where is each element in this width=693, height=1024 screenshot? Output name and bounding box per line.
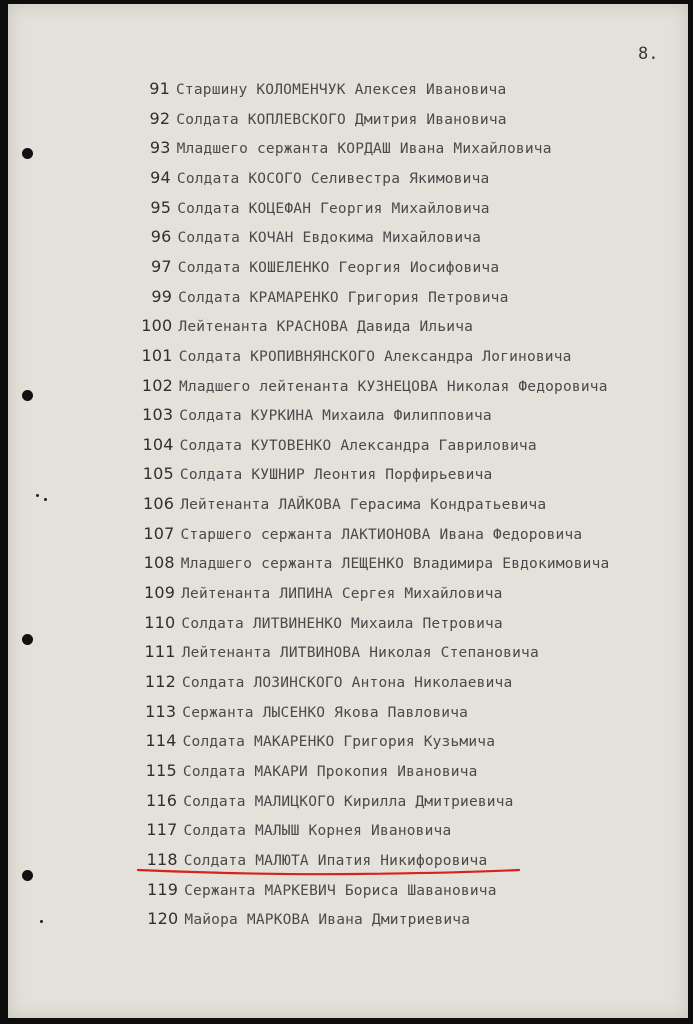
entry-number: 115 [145, 760, 177, 780]
entry-number: 95 [150, 197, 172, 217]
list-item [133, 731, 496, 755]
entry-number: 120 [147, 909, 179, 929]
entry-text: Сержанта ЛЫСЕНКО Якова Павловича [182, 704, 469, 721]
list-item [131, 524, 583, 548]
entry-number: 106 [143, 494, 175, 514]
entry-text: Младшего сержанта ЛЕЩЕНКО Владимира Евдокимовича [180, 556, 610, 573]
entry-number: 97 [151, 256, 172, 276]
list-item [127, 138, 552, 162]
entry-text: Солдата МАЛЮТА Ипатия Никифоровича [183, 852, 488, 869]
entry-number: 104 [142, 434, 174, 454]
entry-number: 108 [143, 553, 175, 573]
entry-text: Сержанта МАРКЕВИЧ Бориса Шавановича [184, 882, 497, 899]
list-item [130, 494, 546, 518]
entry-text: Солдата КОСОГО Селивестра Якимовича [176, 170, 490, 187]
list-item [127, 168, 490, 192]
entry-number: 112 [144, 672, 176, 691]
entry-text: Старшего сержанта ЛАКТИОНОВА Ивана Федоровича [180, 526, 583, 543]
entry-number: 99 [151, 286, 173, 306]
list-item [130, 435, 537, 459]
entry-text: Солдата КОЧАН Евдокима Михайловича [177, 230, 482, 247]
list-item [134, 880, 497, 904]
list-item [126, 109, 506, 133]
list-item [134, 820, 452, 844]
entry-text: Лейтенанта ЛИТВИНОВА Николая Степановича [181, 645, 539, 662]
entry-number: 96 [150, 227, 172, 247]
entry-number: 116 [146, 790, 178, 810]
entry-text: Солдата МАЛИЦКОГО Кирилла Дмитриевича [183, 793, 514, 810]
entry-number: 91 [149, 79, 170, 98]
list-item [132, 702, 468, 726]
entry-text: Солдата КОЦЕФАН Георгия Михайловича [177, 200, 490, 217]
list-item [131, 553, 610, 577]
entry-number: 119 [146, 879, 179, 899]
entry-text: Солдата КУРКИНА Михаила Филипповича [179, 408, 492, 425]
list-item [128, 316, 473, 340]
entry-text: Младшего лейтенанта КУЗНЕЦОВА Николая Федоровича [179, 378, 608, 395]
list-item [128, 287, 508, 311]
entry-text: Солдата ЛОЗИНСКОГО Антона Николаевича [182, 675, 513, 691]
page-number: 8. [638, 44, 659, 64]
entry-text: Солдата КУШНИР Леонтия Порфирьевича [179, 467, 493, 484]
document-page [8, 4, 688, 1018]
list-item [126, 79, 506, 103]
entry-text: Младшего сержанта КОРДАШ Ивана Михайловича [176, 141, 552, 158]
highlight-underline [136, 866, 521, 878]
entry-text: Лейтенанта КРАСНОВА Давида Ильича [178, 319, 474, 336]
entry-number: 114 [145, 731, 177, 751]
entry-number: 102 [141, 375, 173, 395]
entry-text: Солдата КОШЕЛЕНКО Георгия Иосифовича [177, 259, 500, 276]
entry-text: Солдата КОПЛЕВСКОГО Дмитрия Ивановича [176, 111, 507, 128]
entry-number: 101 [141, 345, 173, 365]
entry-number: 100 [141, 316, 173, 336]
entry-text: Лейтенанта ЛАЙКОВА Герасима Кондратьевича [180, 497, 547, 514]
list-item [132, 642, 539, 666]
entry-number: 111 [144, 642, 176, 662]
entry-number: 110 [144, 612, 176, 632]
entry-number: 113 [145, 701, 177, 721]
entry-text: Солдата ЛИТВИНЕНКО Михаила Петровича [181, 615, 503, 632]
entry-text: Солдата КРОПИВНЯНСКОГО Александра Логиновича [178, 348, 572, 365]
entry-number: 105 [142, 464, 174, 484]
list-item [133, 791, 513, 815]
list-item [133, 761, 478, 785]
entry-number: 109 [143, 583, 176, 602]
entry-text: Старшину КОЛОМЕНЧУК Алексея Ивановича [176, 82, 507, 98]
list-item [132, 672, 512, 696]
entry-number: 92 [149, 108, 171, 128]
entry-number: 107 [143, 523, 175, 543]
list-item [129, 405, 492, 429]
entry-number: 118 [146, 849, 178, 869]
entry-text: Солдата МАКАРЕНКО Григория Кузьмича [182, 734, 496, 751]
list-item [128, 257, 499, 281]
list-item [129, 346, 572, 370]
list-item [131, 613, 502, 637]
list-item [131, 583, 502, 607]
entry-text: Лейтенанта ЛИПИНА Сергея Михайловича [181, 586, 503, 602]
entry-text: Солдата МАКАРИ Прокопия Ивановича [182, 763, 478, 780]
entry-text: Солдата КУТОВЕНКО Александра Гавриловича [179, 437, 537, 454]
entry-text: Солдата КРАМАРЕНКО Григория Петровича [178, 289, 509, 306]
list-item [129, 376, 608, 400]
entry-number: 103 [142, 405, 174, 425]
list-item [128, 227, 482, 251]
entry-text: Солдата МАЛЫШ Корнея Ивановича [183, 823, 452, 840]
entry-text: Майора МАРКОВА Ивана Дмитриевича [184, 912, 471, 929]
list-item [134, 909, 470, 933]
list-item [127, 198, 490, 222]
entry-number: 94 [150, 167, 171, 187]
entry-number: 117 [146, 820, 178, 840]
entry-number: 93 [149, 138, 171, 158]
list-item [130, 464, 493, 488]
